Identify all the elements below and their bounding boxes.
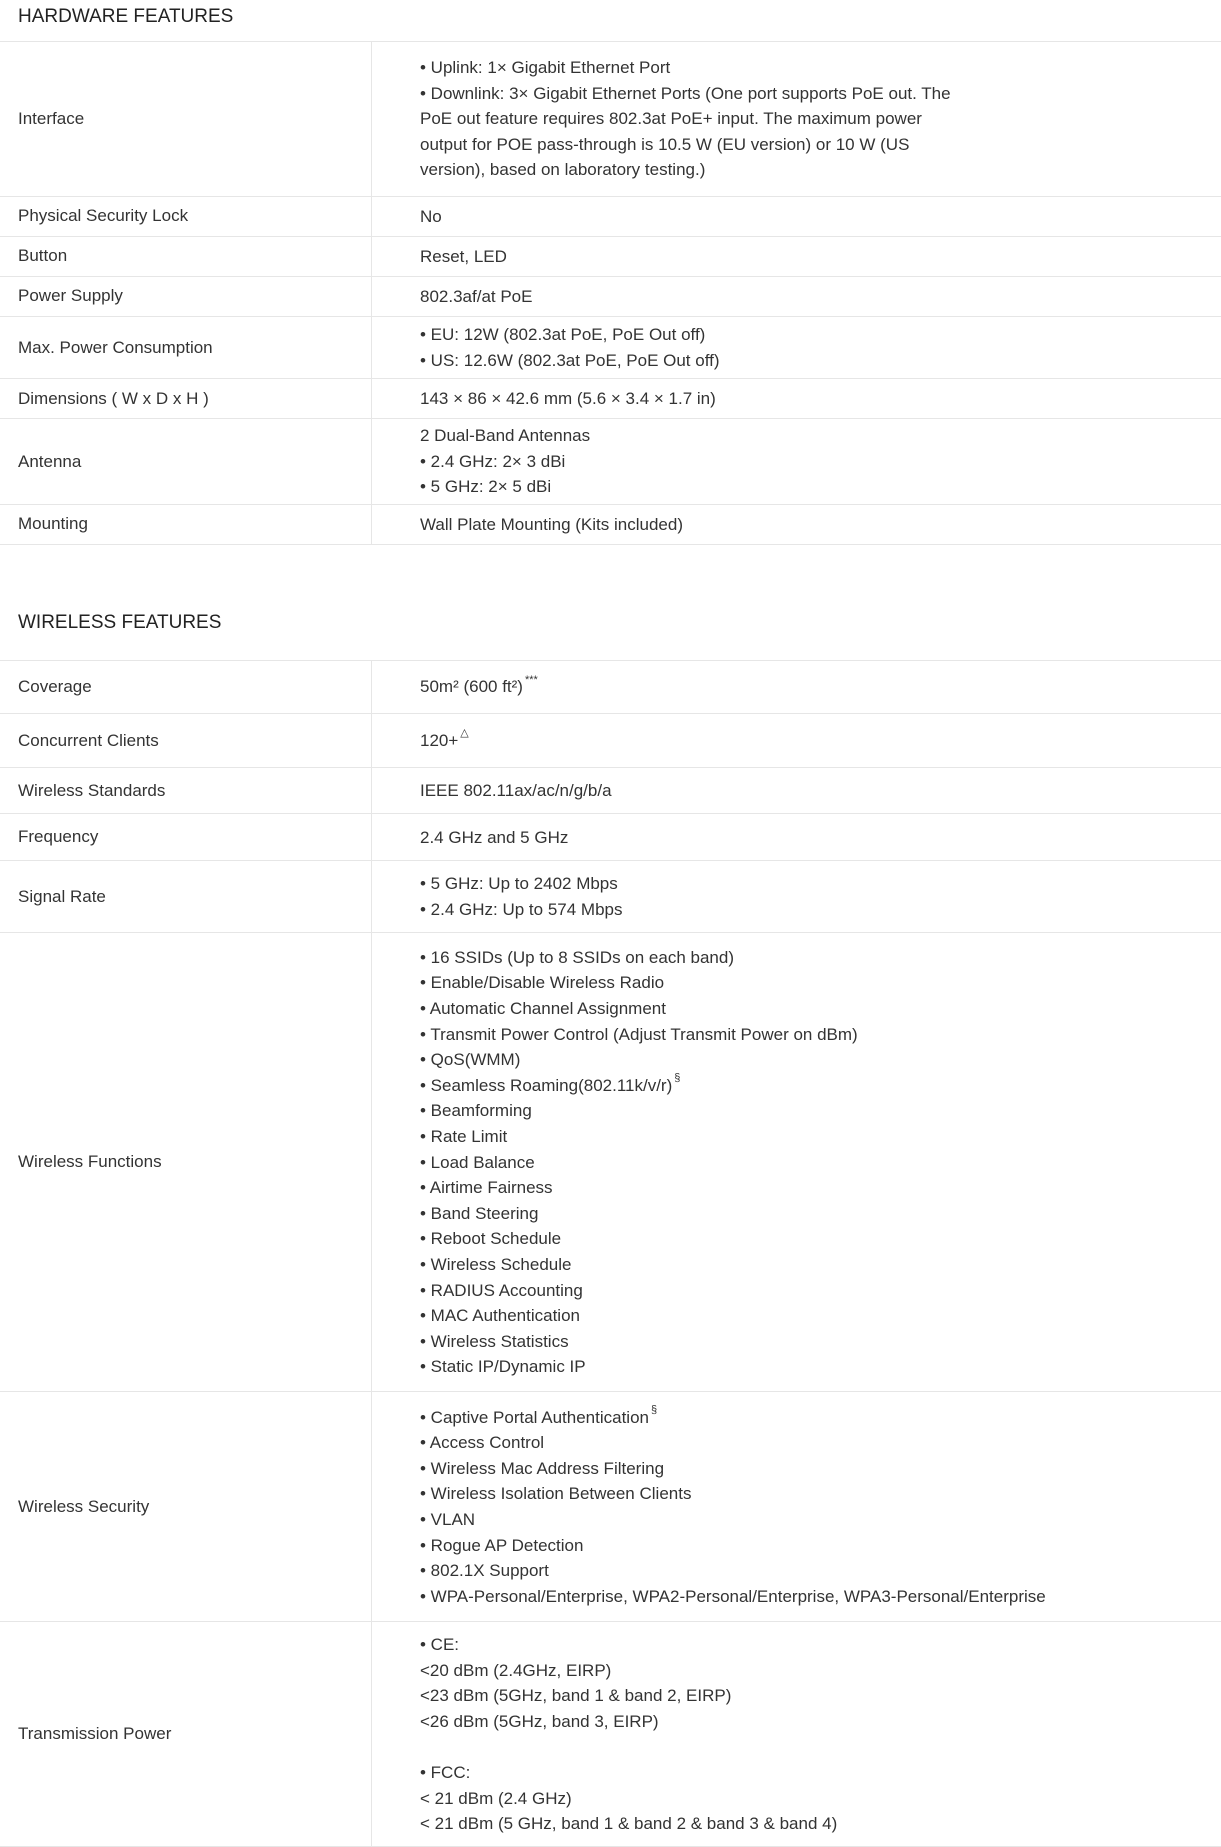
spec-label: Mounting	[0, 504, 372, 544]
spec-label: Frequency	[0, 814, 372, 861]
spec-label: Wireless Security	[0, 1392, 372, 1622]
spec-value	[372, 768, 1221, 814]
spec-row-power-supply	[0, 276, 1221, 316]
spec-line: • 5 GHz: 2× 5 dBi	[420, 474, 1201, 500]
spec-value	[372, 861, 1221, 933]
spec-line: 2 Dual-Band Antennas	[420, 423, 1201, 449]
spec-line: • Band Steering	[420, 1201, 1201, 1227]
spec-value	[372, 504, 1221, 544]
spec-line: • Wireless Statistics	[420, 1329, 1201, 1355]
spec-line: • 2.4 GHz: Up to 574 Mbps	[420, 897, 1201, 923]
spec-line: • EU: 12W (802.3at PoE, PoE Out off)	[420, 322, 1201, 348]
spec-label: Signal Rate	[0, 861, 372, 933]
spec-label: Antenna	[0, 419, 372, 505]
spec-row-button	[0, 236, 1221, 276]
footnote-mark: △	[460, 727, 468, 739]
spec-line: <26 dBm (5GHz, band 3, EIRP)	[420, 1709, 1201, 1735]
spec-line: 143 × 86 × 42.6 mm (5.6 × 3.4 × 1.7 in)	[420, 386, 1201, 412]
spec-line-portal	[420, 1405, 1201, 1431]
spec-value	[372, 714, 1221, 768]
spec-line: • Transmit Power Control (Adjust Transmit Power on dBm)	[420, 1022, 1201, 1048]
spec-line: • Wireless Mac Address Filtering	[420, 1456, 1201, 1482]
spec-value	[372, 933, 1221, 1392]
spec-row-interface	[0, 42, 1221, 196]
spec-label: Wireless Standards	[0, 768, 372, 814]
spec-line: • CE:	[420, 1632, 1201, 1658]
spec-line: • 5 GHz: Up to 2402 Mbps	[420, 871, 1201, 897]
spec-label: Concurrent Clients	[0, 714, 372, 768]
spec-label: Max. Power Consumption	[0, 316, 372, 378]
spec-line: 2.4 GHz and 5 GHz	[420, 825, 1201, 851]
spec-line: • Load Balance	[420, 1150, 1201, 1176]
spec-value	[372, 661, 1221, 714]
spec-line: • Airtime Fairness	[420, 1175, 1201, 1201]
spec-row-standards	[0, 768, 1221, 814]
spec-row-dimensions	[0, 379, 1221, 419]
spec-line: No	[420, 204, 1201, 230]
spec-line: < 21 dBm (5 GHz, band 1 & band 2 & band 3 & band 4)	[420, 1811, 1201, 1837]
spec-value	[372, 1392, 1221, 1622]
portal-text: • Captive Portal Authentication	[420, 1408, 649, 1427]
spec-value	[372, 42, 1221, 196]
spec-line: • Uplink: 1× Gigabit Ethernet Port	[420, 55, 1201, 81]
spec-label: Coverage	[0, 661, 372, 714]
spec-label: Transmission Power	[0, 1622, 372, 1847]
footnote-mark: §	[651, 1404, 657, 1416]
spec-line: Wall Plate Mounting (Kits included)	[420, 512, 1201, 538]
spec-line: Reset, LED	[420, 244, 1201, 270]
spec-row-coverage	[0, 661, 1221, 714]
spec-line: • 802.1X Support	[420, 1558, 1201, 1584]
spec-value	[372, 196, 1221, 236]
spec-line: IEEE 802.11ax/ac/n/g/b/a	[420, 778, 1201, 804]
spec-line: <20 dBm (2.4GHz, EIRP)	[420, 1658, 1201, 1684]
clients-text: 120+	[420, 731, 458, 750]
blank-line	[420, 1734, 1201, 1760]
spec-value	[372, 419, 1221, 505]
spec-line: 802.3af/at PoE	[420, 284, 1201, 310]
spec-line: • Wireless Isolation Between Clients	[420, 1481, 1201, 1507]
spec-line-roaming	[420, 1073, 1201, 1099]
spec-value	[372, 276, 1221, 316]
spec-line: • RADIUS Accounting	[420, 1278, 1201, 1304]
spec-line: • Rate Limit	[420, 1124, 1201, 1150]
spec-label: Interface	[0, 42, 372, 196]
coverage-text: 50m² (600 ft²)	[420, 677, 523, 696]
spec-row-wireless-functions	[0, 933, 1221, 1392]
spec-line: • Static IP/Dynamic IP	[420, 1354, 1201, 1380]
spec-value	[372, 316, 1221, 378]
spec-value	[372, 379, 1221, 419]
spec-line: • WPA-Personal/Enterprise, WPA2-Personal/Enterprise, WPA3-Personal/Enterprise	[420, 1584, 1201, 1610]
spec-row-signal-rate	[0, 861, 1221, 933]
spec-line: <23 dBm (5GHz, band 1 & band 2, EIRP)	[420, 1683, 1201, 1709]
spec-row-security-lock	[0, 196, 1221, 236]
spec-line: • Beamforming	[420, 1098, 1201, 1124]
spec-line: • Access Control	[420, 1430, 1201, 1456]
spec-row-wireless-security	[0, 1392, 1221, 1622]
spec-line: • US: 12.6W (802.3at PoE, PoE Out off)	[420, 348, 1201, 374]
spec-line: • MAC Authentication	[420, 1303, 1201, 1329]
spec-row-transmission-power	[0, 1622, 1221, 1847]
wireless-section-title: WIRELESS FEATURES	[0, 581, 1221, 661]
spec-label: Dimensions ( W x D x H )	[0, 379, 372, 419]
spec-line: • Enable/Disable Wireless Radio	[420, 970, 1201, 996]
footnote-mark: ***	[525, 674, 538, 686]
hardware-section-title: HARDWARE FEATURES	[0, 0, 1221, 42]
spec-row-clients	[0, 714, 1221, 768]
spec-label: Physical Security Lock	[0, 196, 372, 236]
spec-line: • VLAN	[420, 1507, 1201, 1533]
footnote-mark: §	[674, 1072, 680, 1084]
spec-line: • QoS(WMM)	[420, 1047, 1201, 1073]
spec-line: • Downlink: 3× Gigabit Ethernet Ports (One port supports PoE out. The PoE out feature requires 802.3at PoE+ input. The maximum power output for POE pass-through is 10.5 W (EU version) or 10 W (US version), based on laboratory testing.)	[420, 81, 1201, 183]
spec-row-antenna	[0, 419, 1221, 505]
roaming-text: • Seamless Roaming(802.11k/v/r)	[420, 1076, 672, 1095]
spec-line: • 16 SSIDs (Up to 8 SSIDs on each band)	[420, 945, 1201, 971]
spec-row-frequency	[0, 814, 1221, 861]
spec-line: • FCC:	[420, 1760, 1201, 1786]
spec-line: • 2.4 GHz: 2× 3 dBi	[420, 449, 1201, 475]
spec-line: • Automatic Channel Assignment	[420, 996, 1201, 1022]
wireless-spec-table	[0, 661, 1221, 1847]
spec-line: • Wireless Schedule	[420, 1252, 1201, 1278]
spec-value	[372, 1622, 1221, 1847]
spec-line: < 21 dBm (2.4 GHz)	[420, 1786, 1201, 1812]
spec-line: • Reboot Schedule	[420, 1226, 1201, 1252]
hardware-spec-table	[0, 42, 1221, 545]
spec-value	[372, 236, 1221, 276]
spec-row-mounting	[0, 504, 1221, 544]
spec-value	[372, 814, 1221, 861]
spec-line: • Rogue AP Detection	[420, 1533, 1201, 1559]
spec-label: Power Supply	[0, 276, 372, 316]
spec-label: Wireless Functions	[0, 933, 372, 1392]
spec-row-power-consumption	[0, 316, 1221, 378]
spec-label: Button	[0, 236, 372, 276]
